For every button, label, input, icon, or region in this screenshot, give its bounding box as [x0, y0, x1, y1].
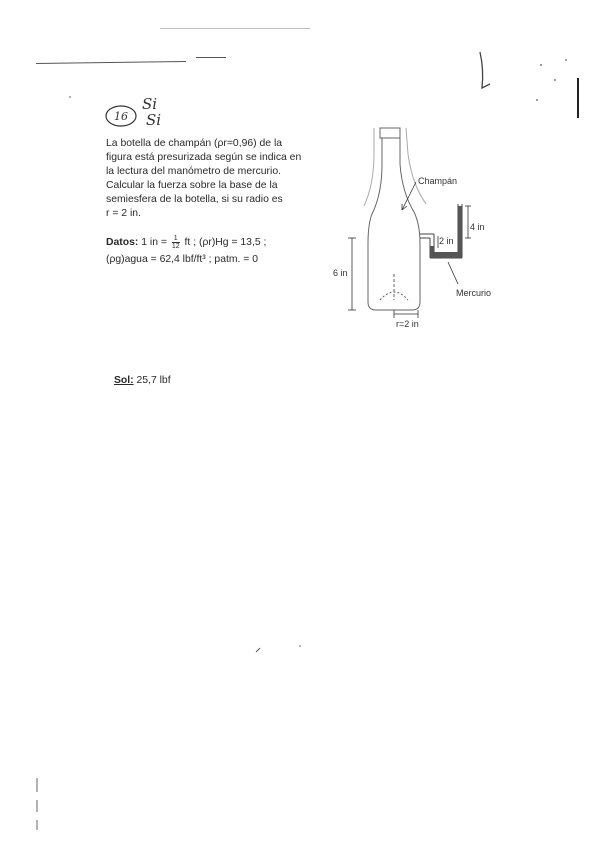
- label-champagne: Champán: [418, 176, 458, 186]
- bottle-outline: [364, 128, 426, 310]
- statement-line: Calcular la fuerza sobre la base de la: [106, 180, 278, 191]
- label-6in: 6 in: [333, 268, 348, 278]
- problem-number-badge: [104, 104, 138, 128]
- given-data-line-1: [106, 234, 336, 251]
- fraction: [172, 235, 180, 250]
- given-data-label: Datos:: [106, 237, 139, 248]
- given-data: [106, 234, 336, 268]
- statement-line: La botella de champán (ρr=0,96) de la: [106, 138, 283, 149]
- mercury-density: (ρr)Hg = 13,5 ;: [198, 237, 267, 248]
- label-mercury: Mercurio: [456, 288, 492, 298]
- solution: [114, 375, 171, 386]
- mercury-manometer: [420, 204, 462, 258]
- handwritten-note: Si: [146, 111, 162, 129]
- solution-value: 25,7 lbf: [136, 375, 171, 386]
- problem-number: 16: [114, 110, 128, 123]
- fraction-denominator: 12: [171, 242, 180, 250]
- unit-ft: ft ;: [184, 237, 197, 248]
- statement-line: semiesfera de la botella, si su radio es: [106, 194, 283, 205]
- given-data-line-2: (ρg)agua = 62,4 lbf/ft³ ; patm. = 0: [106, 254, 259, 265]
- label-2in: 2 in: [439, 236, 454, 246]
- problem-statement: [106, 137, 321, 221]
- statement-line: figura está presurizada según se indica en: [106, 152, 302, 163]
- bottle-manometer-figure: [330, 124, 510, 334]
- statement-line: r = 2 in.: [106, 208, 141, 219]
- handwritten-note: Si: [142, 95, 158, 113]
- fraction-numerator: 1: [173, 234, 178, 242]
- solution-label: Sol:: [114, 375, 134, 386]
- label-4in: 4 in: [470, 222, 485, 232]
- label-radius: r=2 in: [396, 319, 419, 329]
- statement-line: la lectura del manómetro de mercurio.: [106, 166, 281, 177]
- handwritten-notes: [142, 96, 161, 128]
- unit-equality: 1 in =: [141, 237, 167, 248]
